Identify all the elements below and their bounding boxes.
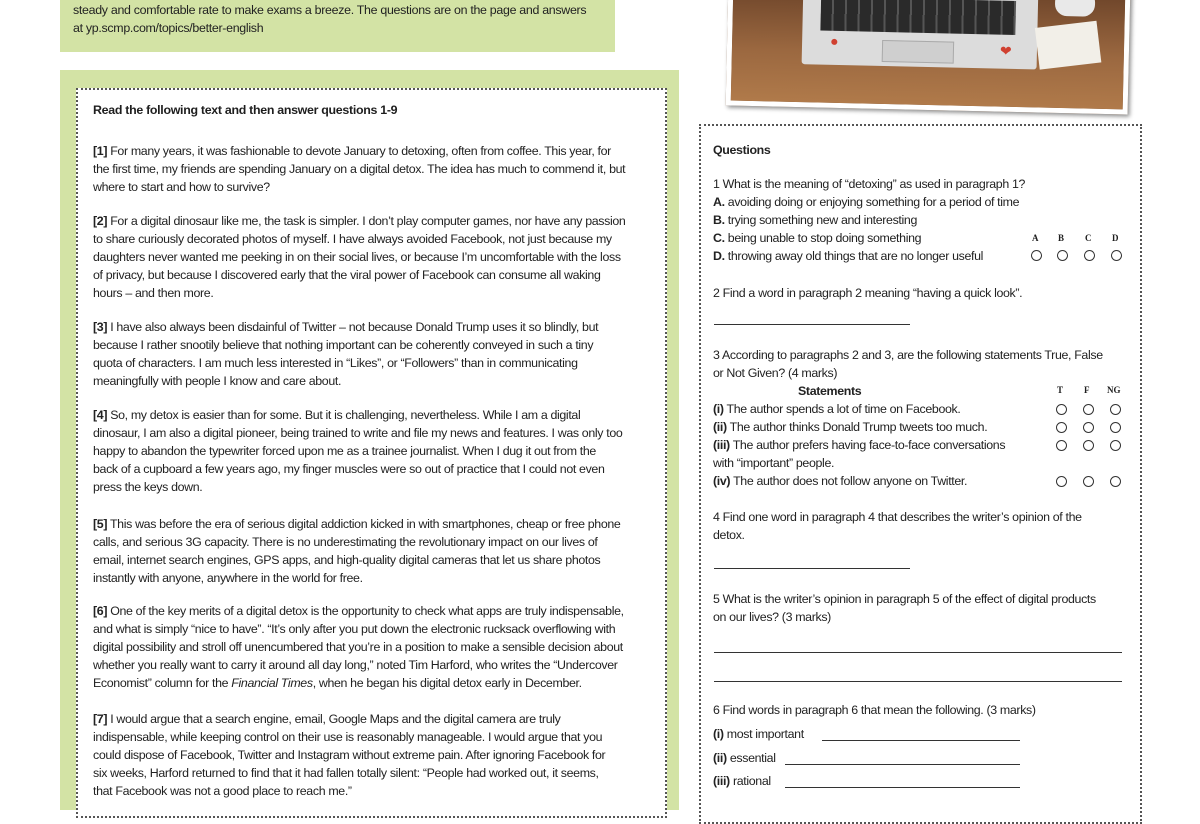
paper-image — [1035, 21, 1101, 70]
paragraph-line: press the keys down. — [93, 480, 203, 494]
paragraph-line: This was before the era of serious digital addiction kicked in with smartphones, cheap or free phone — [109, 517, 621, 531]
question-4-stem: detox. — [713, 528, 745, 542]
paragraph-4 — [93, 406, 653, 496]
question-1-stem: 1 What is the meaning of “detoxing” as used in paragraph 1? — [713, 177, 1026, 191]
paragraph-line: indispensable, while keeping control on their use is reasonably manageable. I would argue that you — [93, 730, 603, 744]
answer-line-q4[interactable] — [714, 568, 910, 569]
mouse-image — [1055, 0, 1096, 17]
paragraph-line: instantly with anyone, anywhere in the world for free. — [93, 571, 363, 585]
paragraph-5 — [93, 515, 653, 587]
statement-iii: (iii) The author prefers having face-to-face conversations — [713, 438, 1006, 452]
answer-line-q6-ii[interactable] — [785, 764, 1020, 765]
paragraph-line: of privacy, but because I discovered early that the viral power of Facebook can consume all waking — [93, 268, 601, 282]
question-5-stem: on our lives? (3 marks) — [713, 610, 831, 624]
paragraph-line: where to start and how to survive? — [93, 180, 270, 194]
paragraph-number: [3] — [93, 320, 108, 334]
radio-q3-ii-f[interactable] — [1083, 422, 1094, 433]
paragraph-number: [7] — [93, 712, 108, 726]
intro-text — [73, 1, 608, 37]
question-5-stem: 5 What is the writer’s opinion in paragraph 5 of the effect of digital products — [713, 592, 1096, 606]
publication-name: Financial Times — [231, 676, 313, 690]
question-1-option-b: B. trying something new and interesting — [713, 213, 918, 227]
paragraph-line: hours – and then more. — [93, 286, 214, 300]
paragraph-number: [1] — [93, 144, 108, 158]
paragraph-line: to share curiously decorated photos of myself. I have always avoided Facebook, not just because my — [93, 232, 612, 246]
radio-q1-c[interactable] — [1084, 250, 1095, 261]
radio-q3-iii-ng[interactable] — [1110, 440, 1121, 451]
answer-line-q6-i[interactable] — [822, 740, 1020, 741]
paragraph-line: quota of characters. I am much less interested in “Likes”, or “Followers” than in communicating — [93, 356, 578, 370]
paragraph-line: because I rather snootily believe that nothing important can be coherently conveyed in such a tiny — [93, 338, 594, 352]
radio-q3-iv-f[interactable] — [1083, 476, 1094, 487]
paragraph-number: [5] — [93, 517, 108, 531]
heart-sticker-icon: ❤ — [999, 42, 1012, 59]
radio-q3-iv-t[interactable] — [1056, 476, 1067, 487]
paragraph-line: dinosaur, I am also a digital pioneer, being trained to write and file my news and features. I was only too — [93, 426, 623, 440]
question-1-option-d: D. throwing away old things that are no longer useful — [713, 249, 984, 263]
questions-heading: Questions — [713, 143, 771, 157]
statement-ii: (ii) The author thinks Donald Trump tweets too much. — [713, 420, 988, 434]
paragraph-line: that Facebook was not a good place to reach me.” — [93, 784, 352, 798]
paragraph-line: happy to abandon the typewriter forced upon me as a trainee journalist. When I dug it out from the — [93, 444, 596, 458]
paragraph-line: Economist” column for the Financial Times, when he began his digital detox early in December. — [93, 676, 582, 690]
question-6-item-ii: (ii) essential — [713, 751, 776, 765]
paragraph-number: [2] — [93, 214, 108, 228]
answer-letter-c: C — [1085, 233, 1092, 243]
paragraph-line: So, my detox is easier than for some. But it is challenging, nevertheless. While I am a digital — [110, 408, 581, 422]
paragraph-1 — [93, 142, 653, 196]
paragraph-7 — [93, 710, 653, 800]
question-1-option-c: C. being unable to stop doing something — [713, 231, 922, 245]
radio-q1-a[interactable] — [1031, 250, 1042, 261]
question-6-stem: 6 Find words in paragraph 6 that mean the following. (3 marks) — [713, 703, 1036, 717]
bicycle-sticker-icon: ● — [829, 32, 839, 49]
answer-line-q5-2[interactable] — [714, 681, 1122, 682]
paragraph-6 — [93, 602, 653, 692]
radio-q3-i-ng[interactable] — [1110, 404, 1121, 415]
statements-header: Statements — [798, 384, 862, 398]
paragraph-line: email, internet search engines, GPS apps, and high-quality digital cameras that let us share photos — [93, 553, 601, 567]
radio-q1-b[interactable] — [1057, 250, 1068, 261]
statement-i: (i) The author spends a lot of time on Facebook. — [713, 402, 961, 416]
answer-letter-a: A — [1032, 233, 1039, 243]
radio-q3-ii-ng[interactable] — [1110, 422, 1121, 433]
column-f: F — [1084, 385, 1090, 395]
paragraph-number: [6] — [93, 604, 108, 618]
radio-q3-iii-t[interactable] — [1056, 440, 1067, 451]
paragraph-line: meaningfully with people I know and care about. — [93, 374, 342, 388]
paragraph-line: and what is simply “nice to have”. “It’s only after you put down the electronic rucksack overflowing with — [93, 622, 616, 636]
paragraph-line: One of the key merits of a digital detox is the opportunity to check what apps are truly indispensable, — [110, 604, 624, 618]
question-6-item-i: (i) most important — [713, 727, 804, 741]
radio-q3-ii-t[interactable] — [1056, 422, 1067, 433]
column-t: T — [1057, 385, 1064, 395]
radio-q3-i-t[interactable] — [1056, 404, 1067, 415]
paragraph-line: I have also always been disdainful of Twitter – not because Donald Trump uses it so blindly, but — [110, 320, 599, 334]
laptop-photo — [726, 0, 1131, 115]
answer-line-q2[interactable] — [714, 324, 910, 325]
question-3-stem: 3 According to paragraphs 2 and 3, are the following statements True, False — [713, 348, 1103, 362]
intro-line: at yp.scmp.com/topics/better-english — [73, 21, 264, 35]
question-3-stem: or Not Given? (4 marks) — [713, 366, 838, 380]
paragraph-line: the first time, my friends are spending January on a digital detox. The idea has much to commend it, but — [93, 162, 626, 176]
keyboard-image — [820, 0, 1016, 35]
question-2-stem: 2 Find a word in paragraph 2 meaning “having a quick look”. — [713, 286, 1023, 300]
paragraph-line: For a digital dinosaur like me, the task is simpler. I don’t play computer games, nor have any passion — [110, 214, 626, 228]
passage-instruction: Read the following text and then answer questions 1-9 — [93, 103, 398, 117]
question-1-option-a: A. avoiding doing or enjoying something for a period of time — [713, 195, 1020, 209]
intro-line: steady and comfortable rate to make exams a breeze. The questions are on the page and answers — [73, 3, 587, 17]
paragraph-number: [4] — [93, 408, 108, 422]
radio-q3-iii-f[interactable] — [1083, 440, 1094, 451]
column-ng: NG — [1107, 385, 1121, 395]
paragraph-line: calls, and serious 3G capacity. There is no underestimating the revolutionary impact on our lives of — [93, 535, 598, 549]
question-6-item-iii: (iii) rational — [713, 774, 771, 788]
paragraph-line: For many years, it was fashionable to devote January to detoxing, often from coffee. This year, for — [110, 144, 611, 158]
answer-line-q6-iii[interactable] — [785, 787, 1020, 788]
paragraph-3 — [93, 318, 653, 390]
answer-letter-d: D — [1112, 233, 1119, 243]
radio-q3-iv-ng[interactable] — [1110, 476, 1121, 487]
paragraph-2 — [93, 212, 653, 302]
question-4-stem: 4 Find one word in paragraph 4 that describes the writer’s opinion of the — [713, 510, 1082, 524]
statement-iii-cont: with “important” people. — [713, 456, 835, 470]
paragraph-line: could dispose of Facebook, Twitter and Instagram without extreme pain. After ignoring Facebook for — [93, 748, 606, 762]
radio-q3-i-f[interactable] — [1083, 404, 1094, 415]
paragraph-line: whether you really want to carry it around all day long,” noted Tim Harford, who writes the “Undercover — [93, 658, 618, 672]
answer-letter-b: B — [1058, 233, 1065, 243]
paragraph-line: back of a cupboard a few years ago, my finger muscles were so out of practice that I could not even — [93, 462, 605, 476]
paragraph-line: digital possibility and stroll off unencumbered that you’re in a position to make a sensible decision about — [93, 640, 623, 654]
paragraph-line: daughters never wanted me peeking in on their social lives, or because I’m uncomfortable with the loss — [93, 250, 621, 264]
trackpad-image — [882, 40, 954, 64]
paragraph-line: I would argue that a search engine, email, Google Maps and the digital camera are truly — [110, 712, 561, 726]
answer-line-q5-1[interactable] — [714, 652, 1122, 653]
paragraph-line: six weeks, Harford returned to find that it had fallen totally silent: “People had worked out, it seems, — [93, 766, 599, 780]
statement-iv: (iv) The author does not follow anyone on Twitter. — [713, 474, 968, 488]
radio-q1-d[interactable] — [1111, 250, 1122, 261]
